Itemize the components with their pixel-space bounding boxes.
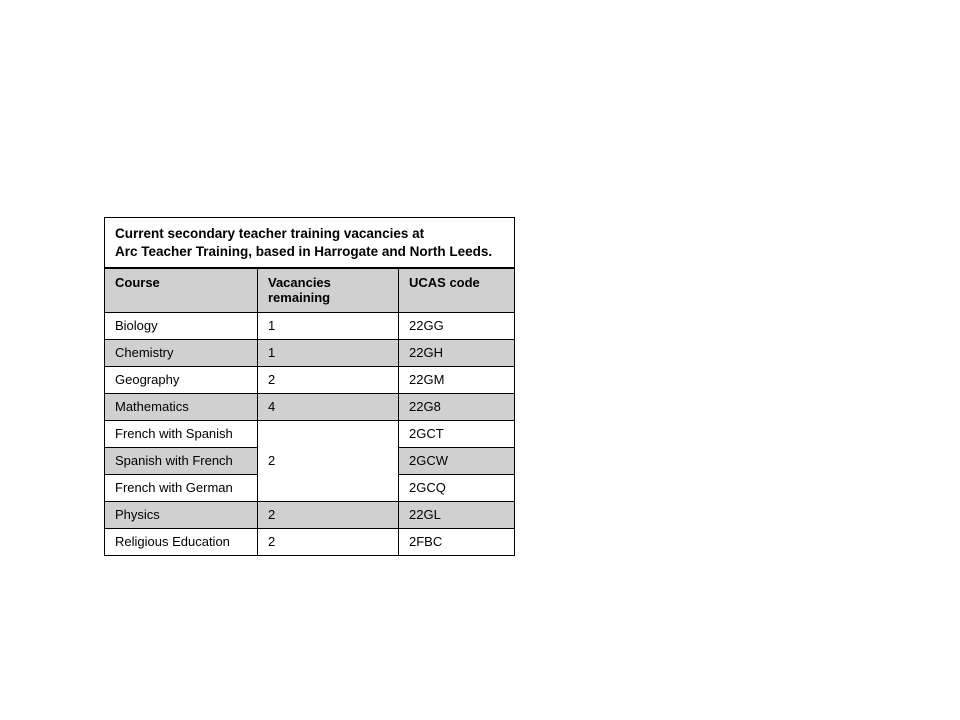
ucas-code-cell: 22GM (399, 366, 515, 393)
course-cell: Geography (105, 366, 258, 393)
header-ucas-code: UCAS code (399, 268, 515, 312)
ucas-code-cell: 2FBC (399, 528, 515, 555)
table-row (105, 528, 515, 555)
table-title-line-1: Current secondary teacher training vacancies at (115, 225, 425, 241)
header-course: Course (105, 268, 258, 312)
table-header-row (105, 268, 515, 312)
table-row (105, 393, 515, 420)
ucas-code-cell: 22G8 (399, 393, 515, 420)
vacancies-cell: 2 (258, 501, 399, 528)
course-cell: Chemistry (105, 339, 258, 366)
ucas-code-cell: 22GL (399, 501, 515, 528)
course-cell: French with German (105, 474, 258, 501)
ucas-code-cell: 2GCT (399, 420, 515, 447)
vacancies-cell: 2 (258, 366, 399, 393)
table-row (105, 312, 515, 339)
table-title-line-2: Arc Teacher Training, based in Harrogate and North Leeds. (115, 243, 493, 259)
header-vacancies: Vacancies remaining (258, 268, 399, 312)
table-title-row (105, 218, 515, 269)
table-row (105, 339, 515, 366)
vacancies-table (104, 217, 515, 556)
course-cell: Physics (105, 501, 258, 528)
ucas-code-cell: 22GH (399, 339, 515, 366)
ucas-code-cell: 2GCW (399, 447, 515, 474)
vacancies-cell: 4 (258, 393, 399, 420)
table-row (105, 366, 515, 393)
table-title (105, 218, 515, 269)
course-cell: Spanish with French (105, 447, 258, 474)
course-cell: French with Spanish (105, 420, 258, 447)
vacancies-cell: 2 (258, 528, 399, 555)
course-cell: Mathematics (105, 393, 258, 420)
table-row (105, 420, 515, 447)
course-cell: Biology (105, 312, 258, 339)
ucas-code-cell: 22GG (399, 312, 515, 339)
vacancies-cell-merged: 2 (258, 420, 399, 501)
vacancies-cell: 1 (258, 339, 399, 366)
ucas-code-cell: 2GCQ (399, 474, 515, 501)
vacancies-cell: 1 (258, 312, 399, 339)
course-cell: Religious Education (105, 528, 258, 555)
table-row (105, 501, 515, 528)
